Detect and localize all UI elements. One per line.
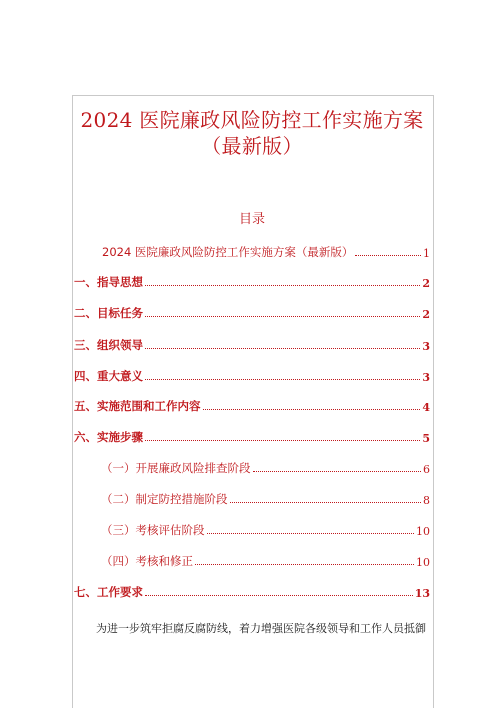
toc-entry-label: 三、组织领导: [74, 338, 143, 352]
toc-leader-dots: [355, 255, 421, 256]
document-title-edition: （最新版）: [201, 134, 303, 158]
toc-entry-label: 2024 医院廉政风险防控工作实施方案（最新版）: [102, 245, 354, 259]
toc-entry-label: 七、工作要求: [74, 585, 143, 599]
toc-entry-page: 4: [422, 401, 430, 414]
toc-leader-dots: [145, 285, 420, 286]
toc-entry-page: 13: [414, 587, 430, 600]
toc-entry-page: 5: [422, 432, 430, 445]
toc-entry-page: 1: [423, 247, 430, 260]
toc-entry-step-1[interactable]: [101, 460, 430, 476]
toc-leader-dots: [145, 316, 420, 317]
toc-leader-dots: [253, 471, 422, 472]
toc-entry-scope[interactable]: [74, 398, 430, 414]
toc-entry-page: 3: [422, 340, 430, 353]
toc-leader-dots: [203, 409, 421, 410]
toc-entry-steps[interactable]: [74, 429, 430, 445]
toc-leader-dots: [145, 440, 420, 441]
toc-entry-page: 10: [416, 525, 430, 538]
toc-leader-dots: [145, 595, 413, 596]
toc-entry-objectives[interactable]: [74, 305, 430, 321]
toc-entry-requirements[interactable]: [74, 584, 430, 600]
toc-entry-label: 五、实施范围和工作内容: [74, 399, 201, 413]
toc-entry-step-2[interactable]: [101, 491, 430, 507]
toc-heading: 目录: [238, 212, 265, 227]
toc-leader-dots: [207, 533, 415, 534]
toc-entry-page: 2: [422, 277, 430, 290]
toc-entry-label: （三）考核评估阶段: [101, 523, 205, 537]
toc-entry-label: 一、指导思想: [74, 275, 143, 289]
toc-leader-dots: [145, 379, 420, 380]
toc-entry-page: 2: [422, 308, 430, 321]
toc-entry-label: 四、重大意义: [74, 369, 143, 383]
toc-entry-page: 10: [416, 556, 430, 569]
toc-entry-organization[interactable]: [74, 337, 430, 353]
toc-entry-page: 8: [423, 494, 430, 507]
intro-paragraph: 为进一步筑牢拒腐反腐防线，着力增强医院各级领导和工作人员抵御: [96, 622, 426, 635]
toc-entry-page: 3: [422, 371, 430, 384]
toc-leader-dots: [145, 348, 420, 349]
toc-leader-dots: [230, 502, 422, 503]
toc-entry-significance[interactable]: [74, 368, 430, 384]
toc-entry-label: （四）考核和修正: [101, 554, 193, 568]
toc-entry-page: 6: [423, 463, 430, 476]
toc-entry-label: 六、实施步骤: [74, 430, 143, 444]
toc-entry-label: （二）制定防控措施阶段: [101, 492, 228, 506]
toc-entry-guiding-ideology[interactable]: [74, 274, 430, 290]
toc-entry-step-3[interactable]: [101, 522, 430, 538]
toc-entry-title[interactable]: [102, 244, 430, 260]
toc-entry-label: （一）开展廉政风险排查阶段: [101, 461, 251, 475]
toc-entry-label: 二、目标任务: [74, 306, 143, 320]
toc-leader-dots: [195, 564, 414, 565]
toc-entry-step-4[interactable]: [101, 553, 430, 569]
document-title: 2024 医院廉政风险防控工作实施方案: [80, 108, 424, 132]
